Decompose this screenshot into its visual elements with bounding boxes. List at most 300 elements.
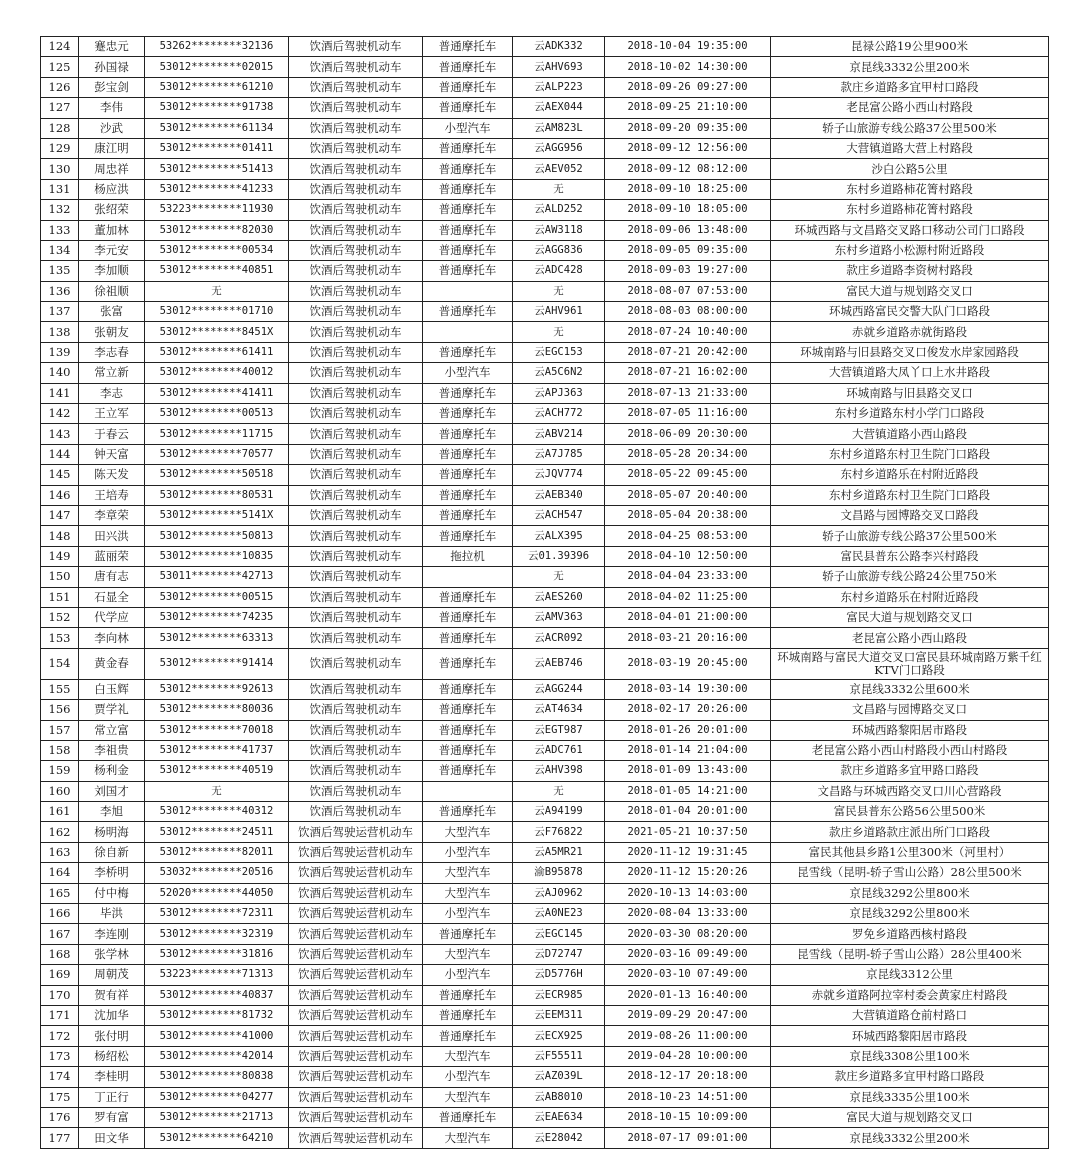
vehicle-type-cell: 普通摩托车 — [423, 924, 513, 944]
location-cell: 环城西路黎阳居市路段 — [771, 720, 1049, 740]
table-row — [41, 302, 1049, 322]
table-row — [41, 985, 1049, 1005]
id-number-cell: 52020********44050 — [145, 883, 289, 903]
row-number-cell: 128 — [41, 118, 79, 138]
person-name-cell: 黄金春 — [79, 648, 145, 679]
violation-type-cell: 饮酒后驾驶机动车 — [289, 281, 423, 301]
person-name-cell: 石显全 — [79, 587, 145, 607]
table-row — [41, 220, 1049, 240]
row-number-cell: 136 — [41, 281, 79, 301]
person-name-cell: 田文华 — [79, 1128, 145, 1148]
id-number-cell: 53223********11930 — [145, 200, 289, 220]
row-number-cell: 152 — [41, 607, 79, 627]
location-cell: 东村乡道路东村小学门口路段 — [771, 404, 1049, 424]
violation-type-cell: 饮酒后驾驶机动车 — [289, 465, 423, 485]
vehicle-type-cell: 大型汽车 — [423, 1046, 513, 1066]
plate-number-cell: 云AEB746 — [513, 648, 605, 679]
row-number-cell: 137 — [41, 302, 79, 322]
vehicle-type-cell: 普通摩托车 — [423, 240, 513, 260]
person-name-cell: 杨绍松 — [79, 1046, 145, 1066]
vehicle-type-cell — [423, 781, 513, 801]
row-number-cell: 158 — [41, 740, 79, 760]
person-name-cell: 李旭 — [79, 802, 145, 822]
person-name-cell: 沈加华 — [79, 1005, 145, 1025]
id-number-cell: 53012********40851 — [145, 261, 289, 281]
row-number-cell: 177 — [41, 1128, 79, 1148]
violation-type-cell: 饮酒后驾驶机动车 — [289, 505, 423, 525]
plate-number-cell: 云AJ0962 — [513, 883, 605, 903]
row-number-cell: 125 — [41, 57, 79, 77]
violation-type-cell: 饮酒后驾驶运营机动车 — [289, 1026, 423, 1046]
id-number-cell: 53012********70018 — [145, 720, 289, 740]
person-name-cell: 田兴洪 — [79, 526, 145, 546]
id-number-cell: 53012********51413 — [145, 159, 289, 179]
date-time-cell: 2018-04-04 23:33:00 — [605, 567, 771, 587]
row-number-cell: 145 — [41, 465, 79, 485]
location-cell: 罗免乡道路西核村路段 — [771, 924, 1049, 944]
date-time-cell: 2019-04-28 10:00:00 — [605, 1046, 771, 1066]
date-time-cell: 2020-01-13 16:40:00 — [605, 985, 771, 1005]
violation-type-cell: 饮酒后驾驶机动车 — [289, 781, 423, 801]
date-time-cell: 2018-04-10 12:50:00 — [605, 546, 771, 566]
location-cell: 轿子山旅游专线公路37公里500米 — [771, 118, 1049, 138]
person-name-cell: 李桥明 — [79, 863, 145, 883]
vehicle-type-cell: 大型汽车 — [423, 1087, 513, 1107]
table-row — [41, 863, 1049, 883]
document-page — [40, 36, 1048, 1149]
location-cell: 文昌路与园博路交叉口 — [771, 700, 1049, 720]
violation-type-cell: 饮酒后驾驶机动车 — [289, 546, 423, 566]
date-time-cell: 2018-03-21 20:16:00 — [605, 628, 771, 648]
row-number-cell: 150 — [41, 567, 79, 587]
plate-number-cell: 云ECX925 — [513, 1026, 605, 1046]
row-number-cell: 148 — [41, 526, 79, 546]
table-row — [41, 740, 1049, 760]
person-name-cell: 蓝丽荣 — [79, 546, 145, 566]
row-number-cell: 139 — [41, 342, 79, 362]
location-cell: 东村乡道路东村卫生院门口路段 — [771, 485, 1049, 505]
person-name-cell: 常立富 — [79, 720, 145, 740]
person-name-cell: 贾学礼 — [79, 700, 145, 720]
date-time-cell: 2020-11-12 19:31:45 — [605, 842, 771, 862]
plate-number-cell: 云A0NE23 — [513, 904, 605, 924]
location-cell: 老昆富公路小西山路段 — [771, 628, 1049, 648]
person-name-cell: 杨应洪 — [79, 179, 145, 199]
date-time-cell: 2018-06-09 20:30:00 — [605, 424, 771, 444]
person-name-cell: 唐有志 — [79, 567, 145, 587]
id-number-cell: 53012********00515 — [145, 587, 289, 607]
vehicle-type-cell: 普通摩托车 — [423, 444, 513, 464]
id-number-cell: 53012********01710 — [145, 302, 289, 322]
id-number-cell: 53012********41233 — [145, 179, 289, 199]
vehicle-type-cell: 大型汽车 — [423, 1128, 513, 1148]
location-cell: 京昆线3332公里600米 — [771, 679, 1049, 699]
person-name-cell: 张朝友 — [79, 322, 145, 342]
person-name-cell: 蹇忠元 — [79, 37, 145, 57]
violation-type-cell: 饮酒后驾驶机动车 — [289, 802, 423, 822]
vehicle-type-cell: 普通摩托车 — [423, 720, 513, 740]
person-name-cell: 杨利金 — [79, 761, 145, 781]
location-cell: 文昌路与园博路交叉口路段 — [771, 505, 1049, 525]
vehicle-type-cell: 普通摩托车 — [423, 628, 513, 648]
table-row — [41, 802, 1049, 822]
table-row — [41, 57, 1049, 77]
table-row — [41, 240, 1049, 260]
date-time-cell: 2018-05-28 20:34:00 — [605, 444, 771, 464]
id-number-cell: 53012********5141X — [145, 505, 289, 525]
table-row — [41, 200, 1049, 220]
location-cell: 京昆线3292公里800米 — [771, 904, 1049, 924]
plate-number-cell: 云ALP223 — [513, 77, 605, 97]
vehicle-type-cell: 普通摩托车 — [423, 740, 513, 760]
id-number-cell: 53012********11715 — [145, 424, 289, 444]
person-name-cell: 沙武 — [79, 118, 145, 138]
date-time-cell: 2018-07-21 20:42:00 — [605, 342, 771, 362]
vehicle-type-cell: 普通摩托车 — [423, 700, 513, 720]
table-row — [41, 1067, 1049, 1087]
id-number-cell: 53012********80531 — [145, 485, 289, 505]
row-number-cell: 151 — [41, 587, 79, 607]
location-cell: 富民大道与规划路交叉口 — [771, 1107, 1049, 1127]
plate-number-cell: 云AEB340 — [513, 485, 605, 505]
id-number-cell: 53012********64210 — [145, 1128, 289, 1148]
date-time-cell: 2020-03-30 08:20:00 — [605, 924, 771, 944]
violation-type-cell: 饮酒后驾驶机动车 — [289, 424, 423, 444]
violation-type-cell: 饮酒后驾驶运营机动车 — [289, 883, 423, 903]
row-number-cell: 160 — [41, 781, 79, 801]
table-row — [41, 1046, 1049, 1066]
id-number-cell: 无 — [145, 781, 289, 801]
location-cell: 环城南路与富民大道交叉口富民县环城南路万紫千红KTV门口路段 — [771, 648, 1049, 679]
id-number-cell: 53012********61210 — [145, 77, 289, 97]
vehicle-type-cell: 普通摩托车 — [423, 138, 513, 158]
table-row — [41, 1026, 1049, 1046]
person-name-cell: 贺有祥 — [79, 985, 145, 1005]
date-time-cell: 2020-08-04 13:33:00 — [605, 904, 771, 924]
location-cell: 京昆线3312公里 — [771, 965, 1049, 985]
location-cell: 环城南路与旧县路交叉口俊发水岸家园路段 — [771, 342, 1049, 362]
location-cell: 赤就乡道路阿拉宰村委会黄家庄村路段 — [771, 985, 1049, 1005]
date-time-cell: 2018-07-24 10:40:00 — [605, 322, 771, 342]
violation-records-table — [40, 36, 1049, 1149]
plate-number-cell: 云ALX395 — [513, 526, 605, 546]
location-cell: 老昆富公路小西山村路段小西山村路段 — [771, 740, 1049, 760]
vehicle-type-cell: 小型汽车 — [423, 1067, 513, 1087]
row-number-cell: 167 — [41, 924, 79, 944]
person-name-cell: 张绍荣 — [79, 200, 145, 220]
id-number-cell: 53012********80838 — [145, 1067, 289, 1087]
plate-number-cell: 云AHV693 — [513, 57, 605, 77]
id-number-cell: 53012********02015 — [145, 57, 289, 77]
location-cell: 富民其他县乡路1公里300米（河里村） — [771, 842, 1049, 862]
table-row — [41, 77, 1049, 97]
vehicle-type-cell: 普通摩托车 — [423, 985, 513, 1005]
person-name-cell: 李祖贵 — [79, 740, 145, 760]
person-name-cell: 常立新 — [79, 363, 145, 383]
id-number-cell: 53012********00513 — [145, 404, 289, 424]
plate-number-cell: 云AT4634 — [513, 700, 605, 720]
plate-number-cell: 云ADC428 — [513, 261, 605, 281]
person-name-cell: 白玉辉 — [79, 679, 145, 699]
table-row — [41, 720, 1049, 740]
id-number-cell: 53262********32136 — [145, 37, 289, 57]
vehicle-type-cell: 普通摩托车 — [423, 404, 513, 424]
table-row — [41, 822, 1049, 842]
vehicle-type-cell: 普通摩托车 — [423, 679, 513, 699]
id-number-cell: 53012********00534 — [145, 240, 289, 260]
plate-number-cell: 云A5C6N2 — [513, 363, 605, 383]
violation-type-cell: 饮酒后驾驶机动车 — [289, 720, 423, 740]
date-time-cell: 2020-10-13 14:03:00 — [605, 883, 771, 903]
table-row — [41, 546, 1049, 566]
violation-type-cell: 饮酒后驾驶机动车 — [289, 587, 423, 607]
vehicle-type-cell: 普通摩托车 — [423, 57, 513, 77]
violation-type-cell: 饮酒后驾驶机动车 — [289, 485, 423, 505]
id-number-cell: 53012********50518 — [145, 465, 289, 485]
date-time-cell: 2018-08-03 08:00:00 — [605, 302, 771, 322]
table-row — [41, 465, 1049, 485]
table-row — [41, 404, 1049, 424]
table-row — [41, 1128, 1049, 1148]
location-cell: 款庄乡道路款庄派出所门口路段 — [771, 822, 1049, 842]
id-number-cell: 53012********92613 — [145, 679, 289, 699]
vehicle-type-cell: 普通摩托车 — [423, 37, 513, 57]
person-name-cell: 陈天发 — [79, 465, 145, 485]
violation-type-cell: 饮酒后驾驶运营机动车 — [289, 1005, 423, 1025]
violation-type-cell: 饮酒后驾驶机动车 — [289, 57, 423, 77]
row-number-cell: 172 — [41, 1026, 79, 1046]
date-time-cell: 2018-01-04 20:01:00 — [605, 802, 771, 822]
violation-type-cell: 饮酒后驾驶机动车 — [289, 322, 423, 342]
location-cell: 京昆线3332公里200米 — [771, 57, 1049, 77]
table-row — [41, 444, 1049, 464]
plate-number-cell: 云AM823L — [513, 118, 605, 138]
row-number-cell: 169 — [41, 965, 79, 985]
plate-number-cell: 云JQV774 — [513, 465, 605, 485]
location-cell: 京昆线3332公里200米 — [771, 1128, 1049, 1148]
date-time-cell: 2019-08-26 11:00:00 — [605, 1026, 771, 1046]
person-name-cell: 周忠祥 — [79, 159, 145, 179]
person-name-cell: 张付明 — [79, 1026, 145, 1046]
vehicle-type-cell — [423, 322, 513, 342]
plate-number-cell: 云ECR985 — [513, 985, 605, 1005]
row-number-cell: 141 — [41, 383, 79, 403]
location-cell: 轿子山旅游专线公路37公里500米 — [771, 526, 1049, 546]
plate-number-cell: 无 — [513, 322, 605, 342]
table-row — [41, 1087, 1049, 1107]
violation-type-cell: 饮酒后驾驶机动车 — [289, 679, 423, 699]
vehicle-type-cell: 普通摩托车 — [423, 648, 513, 679]
location-cell: 富民大道与规划路交叉口 — [771, 607, 1049, 627]
person-name-cell: 张富 — [79, 302, 145, 322]
date-time-cell: 2018-01-05 14:21:00 — [605, 781, 771, 801]
date-time-cell: 2018-05-22 09:45:00 — [605, 465, 771, 485]
violation-type-cell: 饮酒后驾驶机动车 — [289, 444, 423, 464]
plate-number-cell: 云EAE634 — [513, 1107, 605, 1127]
date-time-cell: 2018-09-06 13:48:00 — [605, 220, 771, 240]
plate-number-cell: 无 — [513, 179, 605, 199]
table-row — [41, 1107, 1049, 1127]
id-number-cell: 53012********42014 — [145, 1046, 289, 1066]
table-row — [41, 138, 1049, 158]
date-time-cell: 2020-03-10 07:49:00 — [605, 965, 771, 985]
id-number-cell: 无 — [145, 281, 289, 301]
location-cell: 大营镇道路仓前村路口 — [771, 1005, 1049, 1025]
row-number-cell: 157 — [41, 720, 79, 740]
person-name-cell: 李元安 — [79, 240, 145, 260]
date-time-cell: 2018-12-17 20:18:00 — [605, 1067, 771, 1087]
table-row — [41, 628, 1049, 648]
vehicle-type-cell: 普通摩托车 — [423, 77, 513, 97]
person-name-cell: 李加顺 — [79, 261, 145, 281]
table-row — [41, 342, 1049, 362]
date-time-cell: 2018-09-10 18:25:00 — [605, 179, 771, 199]
id-number-cell: 53012********72311 — [145, 904, 289, 924]
vehicle-type-cell: 普通摩托车 — [423, 1005, 513, 1025]
date-time-cell: 2018-07-05 11:16:00 — [605, 404, 771, 424]
date-time-cell: 2021-05-21 10:37:50 — [605, 822, 771, 842]
id-number-cell: 53012********61134 — [145, 118, 289, 138]
date-time-cell: 2018-10-04 19:35:00 — [605, 37, 771, 57]
violation-type-cell: 饮酒后驾驶机动车 — [289, 118, 423, 138]
id-number-cell: 53012********40519 — [145, 761, 289, 781]
violation-type-cell: 饮酒后驾驶机动车 — [289, 648, 423, 679]
table-row — [41, 924, 1049, 944]
row-number-cell: 126 — [41, 77, 79, 97]
date-time-cell: 2018-09-10 18:05:00 — [605, 200, 771, 220]
plate-number-cell: 云EGC153 — [513, 342, 605, 362]
date-time-cell: 2020-03-16 09:49:00 — [605, 944, 771, 964]
date-time-cell: 2018-10-23 14:51:00 — [605, 1087, 771, 1107]
table-row — [41, 965, 1049, 985]
id-number-cell: 53012********41737 — [145, 740, 289, 760]
plate-number-cell: 云ACH772 — [513, 404, 605, 424]
violation-type-cell: 饮酒后驾驶机动车 — [289, 363, 423, 383]
person-name-cell: 杨明海 — [79, 822, 145, 842]
plate-number-cell: 云F55511 — [513, 1046, 605, 1066]
date-time-cell: 2018-09-12 08:12:00 — [605, 159, 771, 179]
plate-number-cell: 云APJ363 — [513, 383, 605, 403]
table-row — [41, 159, 1049, 179]
violation-type-cell: 饮酒后驾驶机动车 — [289, 37, 423, 57]
date-time-cell: 2018-03-19 20:45:00 — [605, 648, 771, 679]
violation-type-cell: 饮酒后驾驶机动车 — [289, 607, 423, 627]
row-number-cell: 165 — [41, 883, 79, 903]
violation-type-cell: 饮酒后驾驶机动车 — [289, 383, 423, 403]
plate-number-cell: 云AGG244 — [513, 679, 605, 699]
vehicle-type-cell: 普通摩托车 — [423, 302, 513, 322]
table-row — [41, 781, 1049, 801]
date-time-cell: 2018-03-14 19:30:00 — [605, 679, 771, 699]
vehicle-type-cell: 拖拉机 — [423, 546, 513, 566]
plate-number-cell: 云ALD252 — [513, 200, 605, 220]
vehicle-type-cell — [423, 281, 513, 301]
table-row — [41, 904, 1049, 924]
location-cell: 东村乡道路东村卫生院门口路段 — [771, 444, 1049, 464]
row-number-cell: 147 — [41, 505, 79, 525]
id-number-cell: 53012********41411 — [145, 383, 289, 403]
vehicle-type-cell: 大型汽车 — [423, 822, 513, 842]
row-number-cell: 134 — [41, 240, 79, 260]
violation-type-cell: 饮酒后驾驶机动车 — [289, 567, 423, 587]
date-time-cell: 2018-01-26 20:01:00 — [605, 720, 771, 740]
table-row — [41, 363, 1049, 383]
date-time-cell: 2018-07-13 21:33:00 — [605, 383, 771, 403]
id-number-cell: 53012********32319 — [145, 924, 289, 944]
row-number-cell: 129 — [41, 138, 79, 158]
table-row — [41, 944, 1049, 964]
location-cell: 环城西路富民交警大队门口路段 — [771, 302, 1049, 322]
plate-number-cell: 云F76822 — [513, 822, 605, 842]
location-cell: 老昆富公路小西山村路段 — [771, 98, 1049, 118]
table-row — [41, 842, 1049, 862]
row-number-cell: 170 — [41, 985, 79, 1005]
location-cell: 东村乡道路乐在村附近路段 — [771, 587, 1049, 607]
plate-number-cell: 云AW3118 — [513, 220, 605, 240]
person-name-cell: 周朝茂 — [79, 965, 145, 985]
violation-type-cell: 饮酒后驾驶机动车 — [289, 302, 423, 322]
person-name-cell: 徐自新 — [79, 842, 145, 862]
plate-number-cell: 云ACH547 — [513, 505, 605, 525]
id-number-cell: 53012********74235 — [145, 607, 289, 627]
date-time-cell: 2018-04-01 21:00:00 — [605, 607, 771, 627]
location-cell: 富民大道与规划路交叉口 — [771, 281, 1049, 301]
vehicle-type-cell: 普通摩托车 — [423, 220, 513, 240]
violation-type-cell: 饮酒后驾驶运营机动车 — [289, 985, 423, 1005]
table-row — [41, 587, 1049, 607]
location-cell: 京昆线3292公里800米 — [771, 883, 1049, 903]
vehicle-type-cell: 普通摩托车 — [423, 159, 513, 179]
id-number-cell: 53012********82030 — [145, 220, 289, 240]
person-name-cell: 董加林 — [79, 220, 145, 240]
row-number-cell: 153 — [41, 628, 79, 648]
row-number-cell: 154 — [41, 648, 79, 679]
vehicle-type-cell: 普通摩托车 — [423, 342, 513, 362]
table-row — [41, 648, 1049, 679]
date-time-cell: 2018-09-20 09:35:00 — [605, 118, 771, 138]
table-row — [41, 679, 1049, 699]
violation-type-cell: 饮酒后驾驶运营机动车 — [289, 965, 423, 985]
person-name-cell: 彭宝剑 — [79, 77, 145, 97]
vehicle-type-cell: 普通摩托车 — [423, 179, 513, 199]
violation-type-cell: 饮酒后驾驶机动车 — [289, 77, 423, 97]
id-number-cell: 53012********70577 — [145, 444, 289, 464]
vehicle-type-cell: 普通摩托车 — [423, 526, 513, 546]
table-row — [41, 607, 1049, 627]
location-cell: 富民县普东公路56公里500米 — [771, 802, 1049, 822]
id-number-cell: 53012********63313 — [145, 628, 289, 648]
id-number-cell: 53012********81732 — [145, 1005, 289, 1025]
violation-type-cell: 饮酒后驾驶机动车 — [289, 98, 423, 118]
vehicle-type-cell: 大型汽车 — [423, 944, 513, 964]
table-row — [41, 118, 1049, 138]
id-number-cell: 53012********50813 — [145, 526, 289, 546]
violation-type-cell: 饮酒后驾驶运营机动车 — [289, 863, 423, 883]
row-number-cell: 144 — [41, 444, 79, 464]
plate-number-cell: 云AMV363 — [513, 607, 605, 627]
row-number-cell: 146 — [41, 485, 79, 505]
table-row — [41, 883, 1049, 903]
violation-type-cell: 饮酒后驾驶机动车 — [289, 261, 423, 281]
person-name-cell: 王立军 — [79, 404, 145, 424]
row-number-cell: 162 — [41, 822, 79, 842]
vehicle-type-cell: 普通摩托车 — [423, 587, 513, 607]
id-number-cell: 53012********91738 — [145, 98, 289, 118]
person-name-cell: 孙国禄 — [79, 57, 145, 77]
person-name-cell: 刘国才 — [79, 781, 145, 801]
date-time-cell: 2018-09-25 21:10:00 — [605, 98, 771, 118]
id-number-cell: 53011********42713 — [145, 567, 289, 587]
